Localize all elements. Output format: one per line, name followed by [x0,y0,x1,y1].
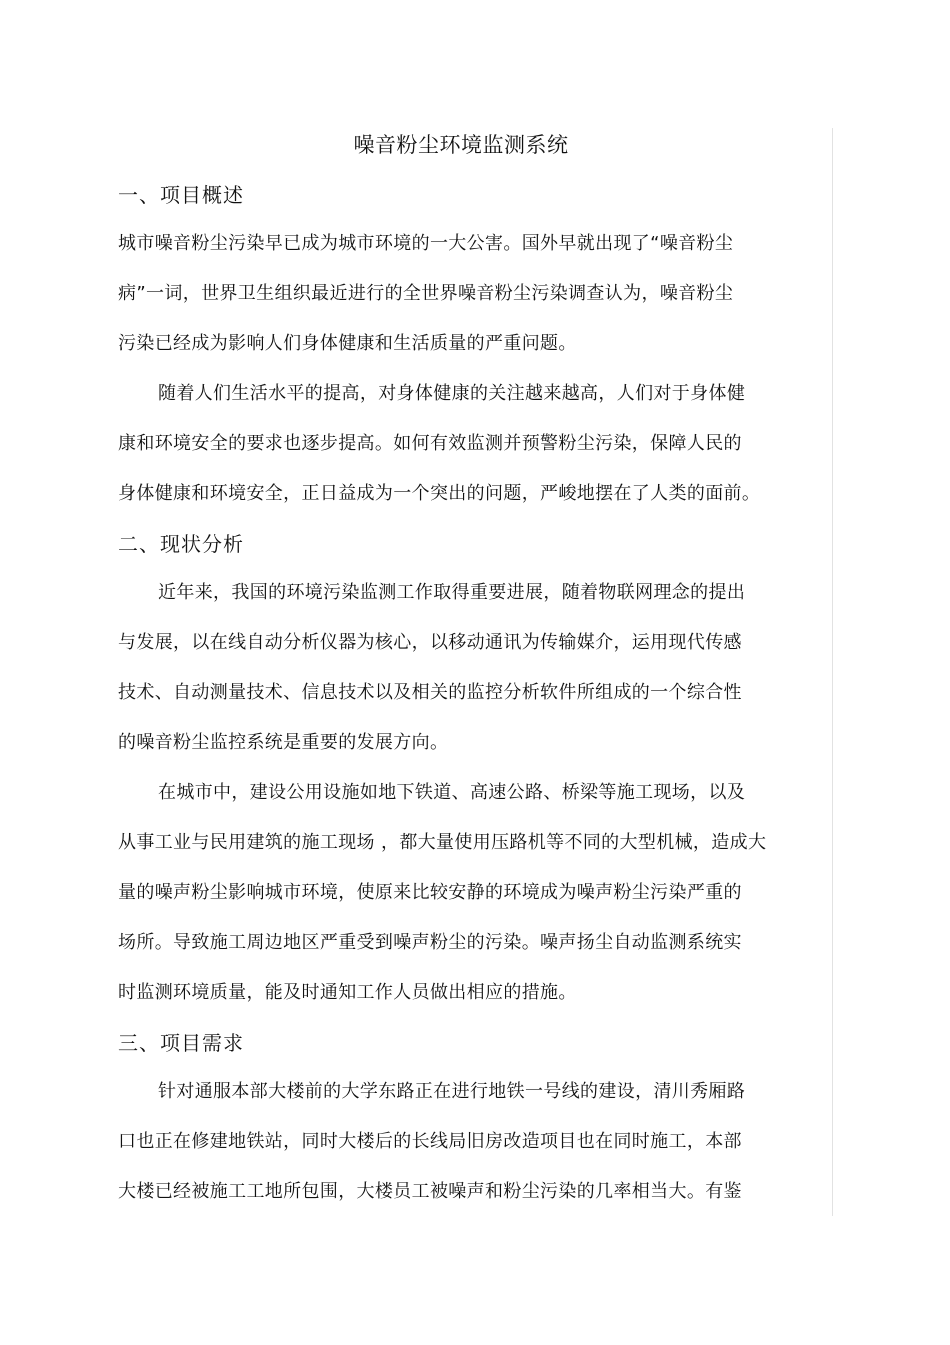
paragraph-line: 在城市中，建设公用设施如地下铁道、高速公路、桥梁等施工现场，以及 [158,782,746,803]
paragraph-line: 大楼已经被施工工地所包围，大楼员工被噪声和粉尘污染的几率相当大。有鉴 [118,1181,742,1202]
paragraph-line: 与发展，以在线自动分析仪器为核心，以移动通讯为传输媒介，运用现代传感 [118,632,742,653]
paragraph-line: 近年来，我国的环境污染监测工作取得重要进展，随着物联网理念的提出 [158,582,746,603]
page-margin-rule [832,128,833,1216]
paragraph-line: 场所。导致施工周边地区严重受到噪声粉尘的污染。噪声扬尘自动监测系统实 [118,932,742,953]
paragraph-line: 身体健康和环境安全，正日益成为一个突出的问题，严峻地摆在了人类的面前。 [118,483,761,504]
paragraph-line: 针对通服本部大楼前的大学东路正在进行地铁一号线的建设，清川秀厢路 [158,1081,746,1102]
paragraph-line: 的噪音粉尘监控系统是重要的发展方向。 [118,732,449,753]
section-heading-overview: 一、项目概述 [118,183,244,207]
paragraph-line: 随着人们生活水平的提高，对身体健康的关注越来越高，人们对于身体健 [158,383,746,404]
paragraph-line: 技术、自动测量技术、信息技术以及相关的监控分析软件所组成的一个综合性 [118,682,742,703]
paragraph-line: 康和环境安全的要求也逐步提高。如何有效监测并预警粉尘污染，保障人民的 [118,433,742,454]
paragraph-line: 口也正在修建地铁站，同时大楼后的长线局旧房改造项目也在同时施工，本部 [118,1131,742,1152]
paragraph-line: 从事工业与民用建筑的施工现场 ，都大量使用压路机等不同的大型机械，造成大 [118,832,767,853]
paragraph-line: 时监测环境质量，能及时通知工作人员做出相应的措施。 [118,982,577,1003]
paragraph-line: 病”一词，世界卫生组织最近进行的全世界噪音粉尘污染调查认为，噪音粉尘 [118,283,734,304]
paragraph-line: 城市噪音粉尘污染早已成为城市环境的一大公害。国外早就出现了“噪音粉尘 [118,233,734,254]
paragraph-line: 污染已经成为影响人们身体健康和生活质量的严重问题。 [118,333,577,354]
section-heading-status: 二、现状分析 [118,532,244,556]
section-heading-requirements: 三、项目需求 [118,1031,244,1055]
document-title: 噪音粉尘环境监测系统 [353,133,569,157]
paragraph-line: 量的噪声粉尘影响城市环境，使原来比较安静的环境成为噪声粉尘污染严重的 [118,882,742,903]
